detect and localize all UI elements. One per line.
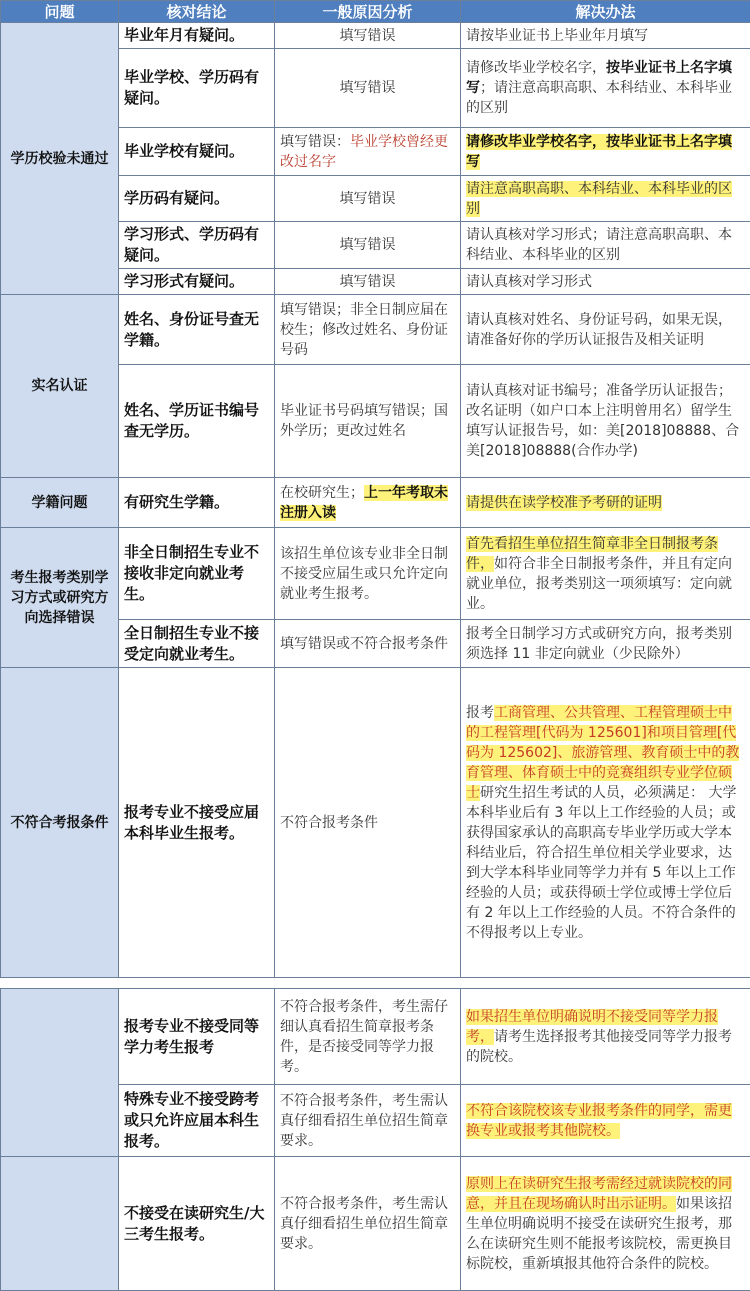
solution-cell (461, 176, 750, 222)
reason-cell: 填写错误或不符合报考条件 (275, 620, 461, 668)
solution-cell (461, 49, 750, 128)
conclusion-cell: 不接受在读研究生/大三考生报考。 (119, 1157, 275, 1291)
table-row (1, 295, 750, 365)
reason-cell: 填写错误 (275, 222, 461, 269)
conclusion-cell: 姓名、身份证号查无学籍。 (119, 295, 275, 365)
reason-cell: 填写错误 (275, 23, 461, 49)
reason-cell: 填写错误 (275, 49, 461, 128)
table-row (1, 23, 750, 49)
solution-text: 请修改毕业学校名字， (466, 60, 606, 76)
reason-cell: 填写错误；非全日制应届在校生；修改过姓名、身份证号码 (275, 295, 461, 365)
conclusion-cell: 全日制招生专业不接受定向就业考生。 (119, 620, 275, 668)
solution-cell: 请认真核对姓名、身份证号码，如果无误，请准备好你的学历认证报告及相关证明 (461, 295, 750, 365)
conclusion-cell: 报考专业不接受同等学力考生报考 (119, 989, 275, 1085)
conclusion-cell: 毕业学校、学历码有疑问。 (119, 49, 275, 128)
reason-cell: 毕业证书号码填写错误；国外学历；更改过姓名 (275, 365, 461, 478)
reason-cell (275, 478, 461, 528)
solution-highlight: 首先看招生单位招生简章非全日制报考条件， (466, 536, 718, 572)
conclusion-cell: 姓名、学历证书编号查无学历。 (119, 365, 275, 478)
header-conclusion: 核对结论 (119, 1, 275, 23)
category-edu: 学历校验未通过 (1, 23, 119, 295)
solution-highlight: 原则上在读研究生报考需经过就读院校的同意，并且在现场确认时出示证明。 (466, 1176, 732, 1212)
solution-highlight: 如果招生单位明确说明不接受同等学力报考， (466, 1009, 718, 1045)
category-xueji: 学籍问题 (1, 478, 119, 528)
table-row (1, 668, 750, 978)
solution-highlight: 请提供在读学校准予考研的证明 (466, 495, 662, 511)
solution-cell: 请认真核对学习形式；请注意高职高职、本科结业、本科毕业的区别 (461, 222, 750, 269)
table-row (1, 528, 750, 620)
reason-cell: 不符合报考条件，考生需认真仔细看招生单位招生简章要求。 (275, 1085, 461, 1157)
gap-cell (1, 978, 750, 989)
solution-text: 如果该招生单位明确说明不接受在读研究生报考，那么在读研究生则不能报考该院校，需更换目标院校，重新填报其他符合条件的院校。 (466, 1196, 732, 1272)
conclusion-cell: 非全日制招生专业不接收非定向就业考生。 (119, 528, 275, 620)
solution-cell (461, 528, 750, 620)
solution-text: 研究生招生考试的人员，必须满足： 大学本科毕业后有 3 年以上工作经验的人员；或获得国家承认的高职高专毕业学历或大学本科结业后，符合招生单位相关学业要求，达到大学本科毕业同等学力并有 5 年以上工作经验的人员；或获得硕士学位或博士学位后有 2 年以上工作经验的人员。不符合条件的不得报考以上专业。 (466, 785, 736, 941)
solution-cell (461, 478, 750, 528)
reason-cell: 填写错误 (275, 176, 461, 222)
reason-cell: 不符合报考条件，考生需认真仔细看招生单位招生简章要求。 (275, 1157, 461, 1291)
reason-cell: 不符合报考条件，考生需仔细认真看招生简章报考条件，是否接受同等学力报考。 (275, 989, 461, 1085)
table-header-row (1, 1, 750, 23)
solution-emphasis: 按毕业证书上名字填写 (466, 60, 732, 96)
conclusion-cell: 学习形式、学历码有疑问。 (119, 222, 275, 269)
solution-cell (461, 1157, 750, 1291)
header-solution: 解决办法 (461, 1, 750, 23)
conclusion-cell: 学历码有疑问。 (119, 176, 275, 222)
solution-highlight: 请修改毕业学校名字，按毕业证书上名字填写 (466, 134, 732, 170)
reason-cell: 填写错误 (275, 269, 461, 295)
solution-highlight: 不符合该院校该专业报考条件的同学，需更换专业或报考其他院校。 (466, 1103, 732, 1139)
table-row (1, 1157, 750, 1291)
category-continued (1, 989, 119, 1157)
solution-cell: 请按毕业证书上毕业年月填写 (461, 23, 750, 49)
header-reason: 一般原因分析 (275, 1, 461, 23)
header-problem: 问题 (1, 1, 119, 23)
solution-cell: 请认真核对证书编号；准备学历认证报告；改名证明（如户口本上注明曾用名）留学生填写认证报告号，如：美[2018]08888、合美[2018]08888(合作办学) (461, 365, 750, 478)
conclusion-cell: 特殊专业不接受跨考或只允许应届本科生报考。 (119, 1085, 275, 1157)
solution-cell (461, 668, 750, 978)
reason-cell (275, 128, 461, 176)
reason-text: 填写错误： (280, 134, 350, 150)
solution-text: 如符合非全日制报考条件，并且有定向就业单位，报考类别这一项须填写：定向就业。 (466, 556, 732, 612)
conclusion-cell: 报考专业不接受应届本科毕业生报考。 (119, 668, 275, 978)
solution-cell: 请认真核对学习形式 (461, 269, 750, 295)
solution-cell (461, 1085, 750, 1157)
category-type-error: 考生报考类别学习方式或研究方向选择错误 (1, 528, 119, 668)
reason-text: 在校研究生； (280, 485, 364, 501)
section-gap (1, 978, 750, 989)
category-continued (1, 1157, 119, 1291)
conclusion-cell: 有研究生学籍。 (119, 478, 275, 528)
solution-highlight: 请注意高职高职、本科结业、本科毕业的区别 (466, 181, 732, 217)
solution-highlight: 工商管理、公共管理、工程管理硕士中的工程管理[代码为 125601]和项目管理[代码为 125602]、旅游管理、教育硕士中的教育管理、体育硕士中的竞赛组织专业学位硕士 (466, 705, 739, 801)
conclusion-cell: 学习形式有疑问。 (119, 269, 275, 295)
table-row (1, 478, 750, 528)
reason-highlight: 上一年考取未注册入读 (280, 485, 448, 521)
solution-text: 请考生选择报考其他接受同等学力报考的院校。 (466, 1029, 732, 1065)
solution-cell (461, 989, 750, 1085)
category-nonqualified: 不符合考报条件 (1, 668, 119, 978)
solution-text: 报考 (466, 705, 494, 721)
reason-highlight: 毕业学校曾经更改过名字 (280, 134, 448, 170)
category-realname: 实名认证 (1, 295, 119, 478)
conclusion-cell: 毕业年月有疑问。 (119, 23, 275, 49)
solution-cell: 报考全日制学习方式或研究方向，报考类别须选择 11 非定向就业（少民除外） (461, 620, 750, 668)
conclusion-cell: 毕业学校有疑问。 (119, 128, 275, 176)
reason-cell: 该招生单位该专业非全日制不接受应届生或只允许定向就业考生报考。 (275, 528, 461, 620)
solution-text: ；请注意高职高职、本科结业、本科毕业的区别 (466, 80, 732, 116)
reason-cell: 不符合报考条件 (275, 668, 461, 978)
table-row (1, 989, 750, 1085)
solution-cell (461, 128, 750, 176)
